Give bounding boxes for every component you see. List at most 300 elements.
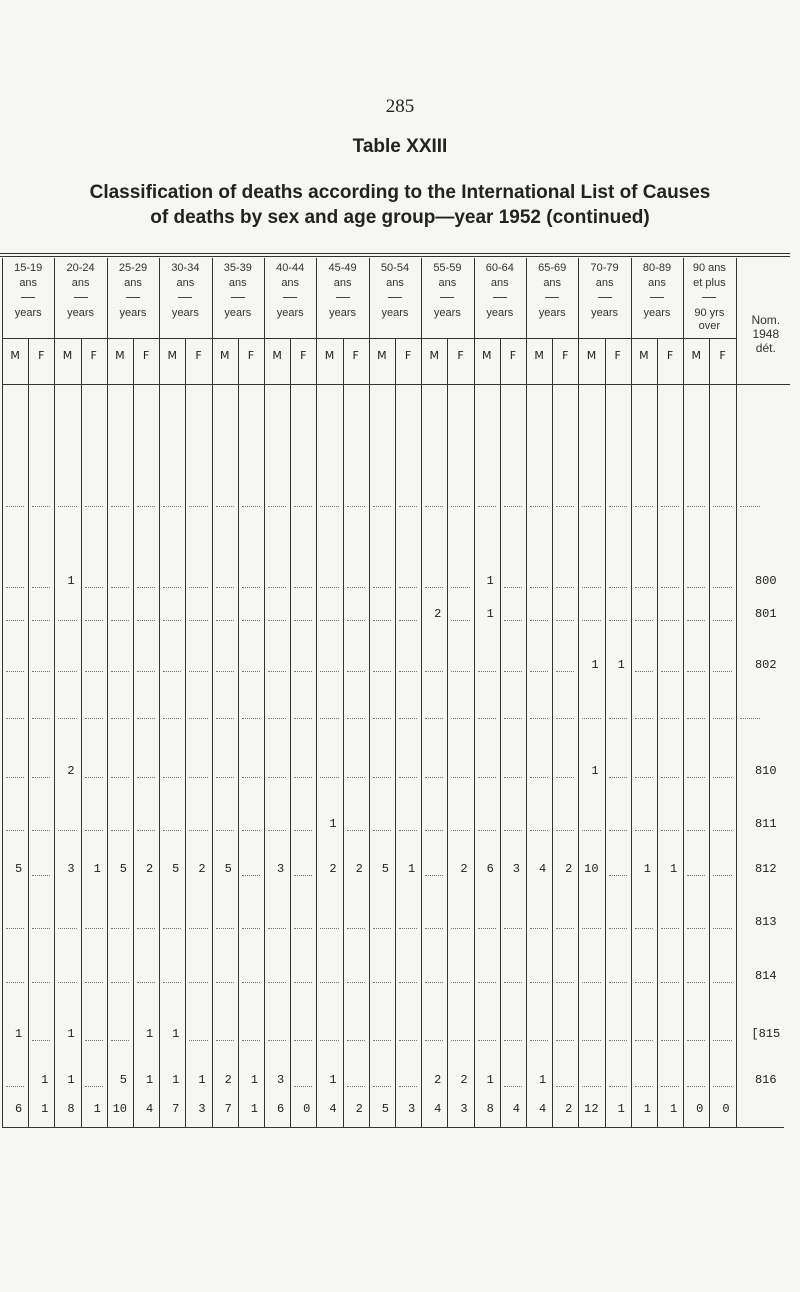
leader-dots xyxy=(189,612,207,621)
leader-dots xyxy=(687,920,705,929)
leader-dots xyxy=(582,498,600,507)
leader-dots xyxy=(530,1032,548,1041)
leader-dots xyxy=(268,498,286,507)
leader-dots xyxy=(268,663,286,672)
table-cell-value: 1 xyxy=(329,817,337,831)
age-group-arrow xyxy=(178,297,192,304)
nom-code: 814 xyxy=(754,969,777,983)
leader-dots xyxy=(451,1032,469,1041)
age-group-unit-fr: ans xyxy=(438,277,457,289)
total-cell-value: 2 xyxy=(355,1102,363,1116)
leader-dots xyxy=(661,974,679,983)
group-divider xyxy=(736,258,737,1127)
leader-dots xyxy=(556,579,574,588)
leader-dots xyxy=(189,769,207,778)
leader-dots xyxy=(425,974,443,983)
leader-dots xyxy=(242,498,260,507)
table-cell-value: 5 xyxy=(224,862,232,876)
age-group-unit-en: years xyxy=(67,307,95,319)
leader-dots xyxy=(609,1078,627,1087)
leader-dots xyxy=(32,974,50,983)
leader-dots xyxy=(320,579,338,588)
age-group-arrow xyxy=(21,297,35,304)
leader-dots xyxy=(242,822,260,831)
leader-dots xyxy=(320,974,338,983)
sex-label-f: F xyxy=(90,349,97,362)
sex-divider xyxy=(500,339,501,1127)
nom-code: 801 xyxy=(754,607,777,621)
leader-dots xyxy=(347,579,365,588)
leader-dots xyxy=(294,1078,312,1087)
leader-dots xyxy=(216,920,234,929)
total-cell-value: 1 xyxy=(643,1102,651,1116)
leader-dots xyxy=(556,710,574,719)
leader-dots xyxy=(530,974,548,983)
leader-dots xyxy=(451,974,469,983)
leader-dots xyxy=(425,867,443,876)
table-cell-value: 2 xyxy=(67,764,75,778)
table-cell-value: 1 xyxy=(67,1027,75,1041)
group-divider xyxy=(316,258,317,1127)
subtitle-line-2: of deaths by sex and age group—year 1952 (continued) xyxy=(150,207,650,228)
leader-dots xyxy=(163,822,181,831)
leader-dots xyxy=(687,1078,705,1087)
subtitle-line-1: Classification of deaths according to the International List of Causes xyxy=(89,182,711,203)
leader-dots xyxy=(58,974,76,983)
leader-dots xyxy=(713,1078,731,1087)
age-group-unit-en: years xyxy=(224,307,252,319)
leader-dots xyxy=(713,612,731,621)
leader-dots xyxy=(347,663,365,672)
sex-label-f: F xyxy=(614,349,621,362)
leader-dots xyxy=(687,710,705,719)
leader-dots xyxy=(530,920,548,929)
sex-label-m: M xyxy=(377,349,387,362)
table-title: Table XXIII xyxy=(352,136,448,157)
leader-dots xyxy=(556,612,574,621)
age-group-unit-fr: ans xyxy=(543,277,562,289)
age-group-unit-fr: ans xyxy=(228,277,247,289)
leader-dots xyxy=(242,710,260,719)
leader-dots xyxy=(609,612,627,621)
table-cell-value: 2 xyxy=(329,862,337,876)
leader-dots xyxy=(373,920,391,929)
sex-label-m: M xyxy=(691,349,702,362)
leader-dots xyxy=(111,974,129,983)
leader-dots xyxy=(478,769,496,778)
age-group-arrow xyxy=(598,297,612,304)
leader-dots xyxy=(582,920,600,929)
leader-dots xyxy=(268,579,286,588)
age-group-unit-fr: ans xyxy=(595,277,614,289)
leader-dots xyxy=(373,579,391,588)
age-group-unit-en: years xyxy=(381,307,409,319)
leader-dots xyxy=(58,612,76,621)
sex-label-f: F xyxy=(666,349,674,362)
total-cell-value: 1 xyxy=(250,1102,258,1116)
leader-dots xyxy=(6,1078,24,1087)
leader-dots xyxy=(556,769,574,778)
leader-dots xyxy=(661,612,679,621)
leader-dots xyxy=(6,769,24,778)
age-group-range: 25-29 xyxy=(118,262,148,274)
top-border xyxy=(0,253,790,254)
age-group-unit-en: years xyxy=(14,307,42,319)
table-cell-value: 1 xyxy=(198,1073,206,1087)
group-divider xyxy=(54,258,55,1127)
sex-divider xyxy=(238,339,239,1127)
leader-dots xyxy=(189,1032,207,1041)
leader-dots xyxy=(216,498,234,507)
age-group-arrow xyxy=(388,297,402,304)
leader-dots xyxy=(85,579,103,588)
nom-header-line: dét. xyxy=(755,341,776,355)
age-group-unit-fr: ans xyxy=(490,277,509,289)
table-cell-value: 1 xyxy=(172,1027,180,1041)
leader-dots xyxy=(242,612,260,621)
leader-dots xyxy=(58,498,76,507)
total-cell-value: 10 xyxy=(112,1102,127,1116)
group-divider xyxy=(159,258,160,1127)
sex-label-m: M xyxy=(272,349,282,362)
leader-dots xyxy=(399,663,417,672)
leader-dots xyxy=(635,710,653,719)
total-cell-value: 4 xyxy=(145,1102,154,1116)
leader-dots xyxy=(399,1078,417,1087)
leader-dots xyxy=(294,579,312,588)
leader-dots xyxy=(373,822,391,831)
group-divider xyxy=(264,258,265,1127)
leader-dots xyxy=(713,498,731,507)
sex-divider xyxy=(81,339,82,1127)
leader-dots xyxy=(661,710,679,719)
leader-dots xyxy=(478,663,496,672)
leader-dots xyxy=(320,769,338,778)
sex-label-m: M xyxy=(586,349,597,362)
age-group-unit-en2: over xyxy=(698,320,721,332)
leader-dots xyxy=(451,710,469,719)
age-group-unit-fr: ans xyxy=(176,277,195,289)
leader-dots xyxy=(609,498,627,507)
age-group-unit-fr: ans xyxy=(71,277,90,289)
leader-dots xyxy=(32,920,50,929)
leader-dots xyxy=(189,822,207,831)
table-cell-value: 3 xyxy=(512,862,520,876)
leader-dots xyxy=(189,579,207,588)
leader-dots xyxy=(609,822,627,831)
leader-dots xyxy=(347,498,365,507)
leader-dots xyxy=(216,1032,234,1041)
leader-dots xyxy=(347,1032,365,1041)
leader-dots xyxy=(504,710,522,719)
sex-label-m: M xyxy=(167,349,178,362)
leader-dots xyxy=(320,1032,338,1041)
leader-dots xyxy=(163,612,181,621)
leader-dots xyxy=(373,1032,391,1041)
table-cell-value: 1 xyxy=(643,862,651,876)
total-cell-value: 1 xyxy=(669,1102,678,1116)
leader-dots xyxy=(451,769,469,778)
leader-dots xyxy=(556,920,574,929)
leader-dots xyxy=(451,612,469,621)
total-cell-value: 3 xyxy=(198,1102,206,1116)
leader-dots xyxy=(713,974,731,983)
leader-dots xyxy=(635,663,653,672)
leader-dots xyxy=(687,579,705,588)
leader-dots xyxy=(582,710,600,719)
leader-dots xyxy=(163,579,181,588)
leader-dots xyxy=(478,822,496,831)
leader-dots xyxy=(609,974,627,983)
leader-dots xyxy=(137,822,155,831)
leader-dots xyxy=(687,1032,705,1041)
leader-dots xyxy=(85,920,103,929)
leader-dots xyxy=(216,663,234,672)
leader-dots xyxy=(111,612,129,621)
leader-dots xyxy=(556,663,574,672)
leader-dots xyxy=(347,920,365,929)
age-group-arrow xyxy=(126,297,140,304)
leader-dots xyxy=(6,920,24,929)
leader-dots xyxy=(189,920,207,929)
table-cell-value: 1 xyxy=(538,1073,547,1087)
table-cell-value: 1 xyxy=(591,658,599,672)
sex-divider xyxy=(395,339,396,1127)
leader-dots xyxy=(451,498,469,507)
table-cell-value: 1 xyxy=(145,1027,154,1041)
sex-divider xyxy=(447,339,448,1127)
leader-dots xyxy=(556,1032,574,1041)
group-divider xyxy=(421,258,422,1127)
table-cell-value: 1 xyxy=(486,607,494,621)
leader-dots xyxy=(294,498,312,507)
age-group-range: 45-49 xyxy=(328,262,357,274)
sex-divider xyxy=(605,339,606,1127)
leader-dots xyxy=(504,1078,522,1087)
leader-dots xyxy=(425,1032,443,1041)
table-cell-value: 10 xyxy=(584,862,599,876)
age-group-unit-en: 90 yrs xyxy=(694,307,725,319)
leader-dots xyxy=(85,822,103,831)
total-cell-value: 1 xyxy=(617,1102,625,1116)
sex-divider xyxy=(28,339,29,1127)
leader-dots xyxy=(373,1078,391,1087)
leader-dots xyxy=(373,769,391,778)
age-group-range: 35-39 xyxy=(223,262,252,274)
age-group-arrow xyxy=(74,297,88,304)
total-cell-value: 6 xyxy=(276,1102,285,1116)
leader-dots xyxy=(478,920,496,929)
leader-dots xyxy=(425,579,443,588)
total-cell-value: 4 xyxy=(434,1102,442,1116)
sex-header-divider xyxy=(2,384,790,385)
table-cell-value: 5 xyxy=(119,862,127,876)
age-group-arrow xyxy=(545,297,559,304)
sex-label-f: F xyxy=(352,349,359,362)
leader-dots xyxy=(504,579,522,588)
sex-label-m: M xyxy=(639,349,649,362)
leader-dots xyxy=(740,710,760,719)
table-cell-value: 5 xyxy=(381,862,389,876)
leader-dots xyxy=(399,1032,417,1041)
table-cell-value: 1 xyxy=(250,1073,258,1087)
leader-dots xyxy=(32,498,50,507)
age-group-range: 80-89 xyxy=(642,262,672,274)
leader-dots xyxy=(163,920,181,929)
table-cell-value: 1 xyxy=(669,862,678,876)
nom-code: 800 xyxy=(754,574,777,588)
table-cell-value: 1 xyxy=(486,1073,494,1087)
leader-dots xyxy=(111,498,129,507)
leader-dots xyxy=(425,822,443,831)
age-group-unit-fr: ans xyxy=(281,277,300,289)
leader-dots xyxy=(687,974,705,983)
leader-dots xyxy=(347,822,365,831)
leader-dots xyxy=(111,1032,129,1041)
leader-dots xyxy=(294,822,312,831)
age-group-unit-en: years xyxy=(171,307,199,319)
leader-dots xyxy=(478,1032,496,1041)
table-cell-value: 1 xyxy=(407,862,416,876)
age-group-arrow xyxy=(283,297,297,304)
group-divider xyxy=(369,258,370,1127)
age-group-range: 90 ans xyxy=(692,262,726,274)
sex-divider xyxy=(133,339,134,1127)
leader-dots xyxy=(6,822,24,831)
leader-dots xyxy=(687,822,705,831)
leader-dots xyxy=(451,663,469,672)
leader-dots xyxy=(713,920,731,929)
leader-dots xyxy=(294,1032,312,1041)
leader-dots xyxy=(163,663,181,672)
total-cell-value: 4 xyxy=(512,1102,520,1116)
leader-dots xyxy=(294,710,312,719)
leader-dots xyxy=(530,612,548,621)
table-cell-value: 5 xyxy=(119,1073,127,1087)
leader-dots xyxy=(268,769,286,778)
leader-dots xyxy=(32,1032,50,1041)
leader-dots xyxy=(399,769,417,778)
bottom-border xyxy=(2,1127,784,1128)
table-cell-value: 1 xyxy=(486,574,494,588)
sex-label-f: F xyxy=(404,349,412,362)
leader-dots xyxy=(268,612,286,621)
table-cell-value: 1 xyxy=(67,1073,75,1087)
table-cell-value: 3 xyxy=(276,1073,285,1087)
top-border-inner xyxy=(0,256,790,257)
leader-dots xyxy=(425,769,443,778)
leader-dots xyxy=(242,579,260,588)
leader-dots xyxy=(32,663,50,672)
group-divider xyxy=(631,258,632,1127)
leader-dots xyxy=(320,612,338,621)
age-group-range: 60-64 xyxy=(485,262,514,274)
total-cell-value: 7 xyxy=(224,1102,232,1116)
total-cell-value: 8 xyxy=(486,1102,494,1116)
leader-dots xyxy=(189,663,207,672)
leader-dots xyxy=(661,1032,679,1041)
leader-dots xyxy=(582,579,600,588)
leader-dots xyxy=(137,579,155,588)
leader-dots xyxy=(399,612,417,621)
leader-dots xyxy=(242,1032,260,1041)
leader-dots xyxy=(85,1032,103,1041)
leader-dots xyxy=(347,612,365,621)
age-group-range: 30-34 xyxy=(171,262,200,274)
leader-dots xyxy=(582,1078,600,1087)
total-cell-value: 0 xyxy=(303,1102,311,1116)
age-group-range: 15-19 xyxy=(14,262,43,274)
leader-dots xyxy=(137,974,155,983)
leader-dots xyxy=(530,579,548,588)
sex-label-f: F xyxy=(38,349,45,362)
leader-dots xyxy=(504,769,522,778)
total-cell-value: 7 xyxy=(172,1102,180,1116)
age-group-unit-fr: ans xyxy=(124,277,142,289)
age-group-arrow xyxy=(493,297,507,304)
table-cell-value: 1 xyxy=(67,574,75,588)
leader-dots xyxy=(504,1032,522,1041)
leader-dots xyxy=(216,822,234,831)
age-group-range: 50-54 xyxy=(380,262,410,274)
leader-dots xyxy=(504,920,522,929)
leader-dots xyxy=(635,1078,653,1087)
leader-dots xyxy=(609,579,627,588)
table-cell-value: 3 xyxy=(67,862,75,876)
table-cell-value: 1 xyxy=(41,1073,49,1087)
table-cell-value: 2 xyxy=(434,1073,442,1087)
age-group-unit-fr: et plus xyxy=(693,277,726,289)
leader-dots xyxy=(373,498,391,507)
sex-divider xyxy=(343,339,344,1127)
leader-dots xyxy=(320,710,338,719)
leader-dots xyxy=(661,920,679,929)
leader-dots xyxy=(111,822,129,831)
leader-dots xyxy=(320,498,338,507)
leader-dots xyxy=(530,663,548,672)
leader-dots xyxy=(582,974,600,983)
leader-dots xyxy=(635,822,653,831)
table-cell-value: 3 xyxy=(276,862,285,876)
leader-dots xyxy=(661,663,679,672)
age-group-range: 20-24 xyxy=(66,262,95,274)
leader-dots xyxy=(713,1032,731,1041)
sex-label-f: F xyxy=(300,349,307,362)
leader-dots xyxy=(635,579,653,588)
sex-label-f: F xyxy=(719,349,726,362)
table-cell-value: 6 xyxy=(486,862,494,876)
leader-dots xyxy=(32,822,50,831)
leader-dots xyxy=(609,920,627,929)
leader-dots xyxy=(556,974,574,983)
age-group-arrow xyxy=(231,297,245,304)
leader-dots xyxy=(399,822,417,831)
age-group-unit-fr: ans xyxy=(386,277,404,289)
leader-dots xyxy=(137,612,155,621)
leader-dots xyxy=(530,710,548,719)
total-cell-value: 8 xyxy=(67,1102,75,1116)
leader-dots xyxy=(32,710,50,719)
leader-dots xyxy=(85,612,103,621)
table-cell-value: 1 xyxy=(591,764,599,778)
nom-code: 816 xyxy=(754,1073,777,1087)
leader-dots xyxy=(85,663,103,672)
leader-dots xyxy=(687,867,705,876)
table-cell-value: 1 xyxy=(145,1073,154,1087)
age-group-range: 55-59 xyxy=(433,262,462,274)
sex-label-m: M xyxy=(219,349,230,362)
total-cell-value: 4 xyxy=(538,1102,547,1116)
